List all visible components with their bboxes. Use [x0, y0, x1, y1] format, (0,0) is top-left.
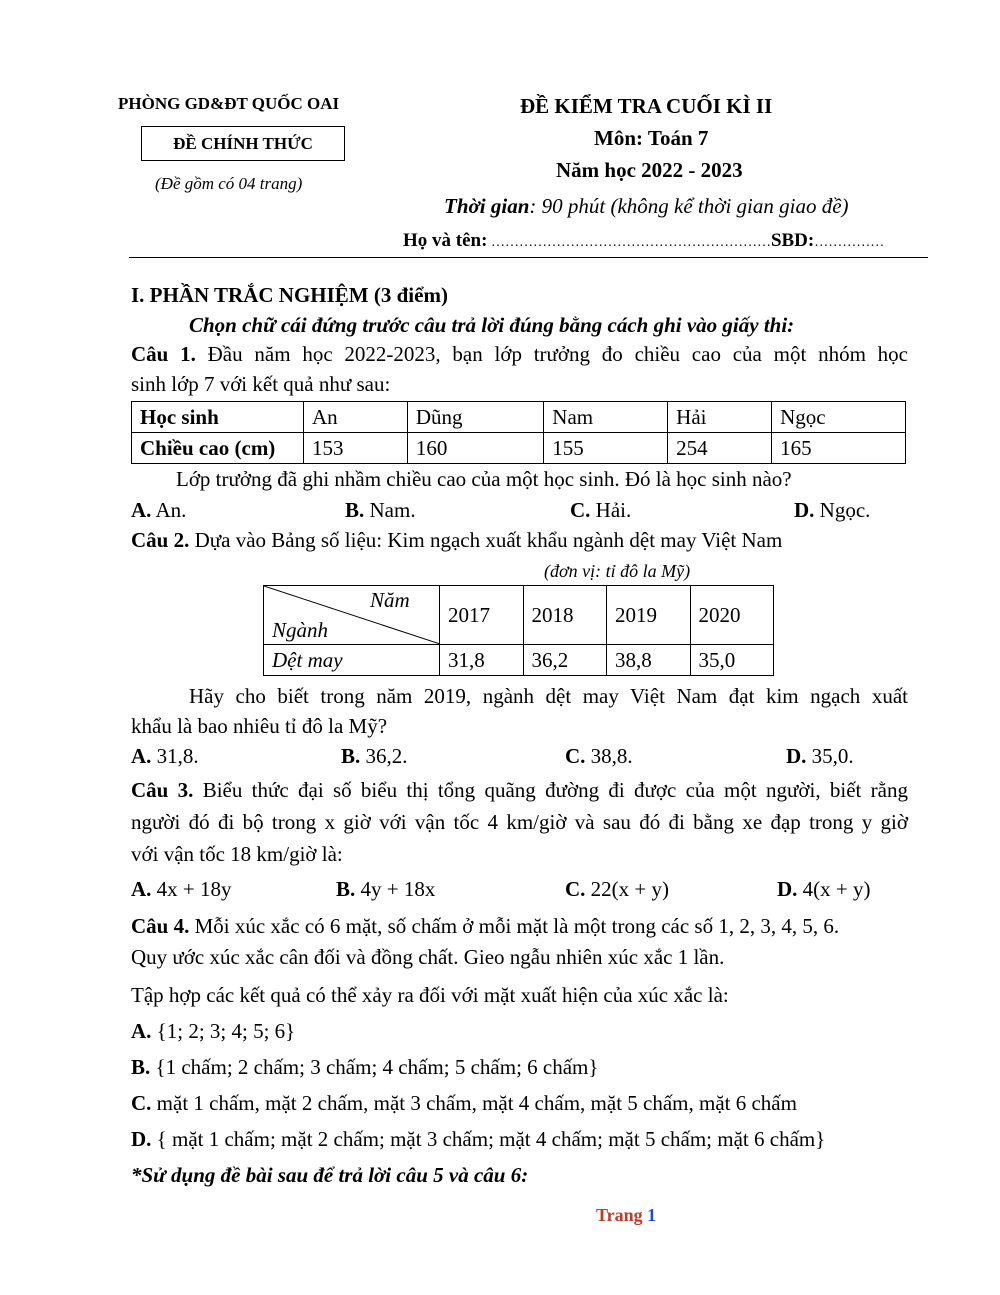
q4-option-b: [131, 1055, 598, 1080]
q1-question: Lớp trưởng đã ghi nhầm chiều cao của một học sinh. Đó là học sinh nào?: [176, 467, 792, 491]
exam-subject: Môn: Toán 7: [594, 126, 709, 150]
table-cell: 155: [544, 433, 668, 464]
table-row: [132, 433, 906, 464]
q2-text: [131, 528, 782, 553]
table-row: [264, 645, 774, 676]
option-letter: D.: [131, 1127, 152, 1151]
option-letter: C.: [570, 498, 591, 522]
option-letter: B.: [345, 498, 365, 522]
option-text: 31,8.: [151, 744, 199, 768]
q3-option-b: [336, 877, 435, 902]
q1-option-a: [131, 498, 186, 523]
q3-text-line3: với vận tốc 18 km/giờ là:: [131, 842, 343, 866]
q3-text-line1: [131, 778, 908, 803]
exam-title: ĐỀ KIỂM TRA CUỐI KÌ II: [520, 94, 773, 118]
section-title: I. PHẦN TRẮC NGHIỆM (3 điểm): [131, 283, 448, 307]
q4-option-d: [131, 1127, 825, 1152]
table-cell: 31,8: [440, 645, 524, 676]
q1-option-c: [570, 498, 631, 523]
option-text: 4y + 18x: [355, 877, 436, 901]
option-text: 38,8.: [585, 744, 633, 768]
option-letter: A.: [131, 744, 152, 768]
q1-label: Câu 1.: [131, 342, 196, 366]
q2-unit: (đơn vị: tỉ đô la Mỹ): [544, 561, 691, 581]
q4-text-line2: Quy ước xúc xắc cân đối và đồng chất. Gieo ngẫu nhiên xúc xắc 1 lần.: [131, 945, 725, 969]
q2-question-line2: khẩu là bao nhiêu tỉ đô la Mỹ?: [131, 714, 388, 738]
q2-option-c: [565, 744, 633, 769]
name-sbd-line: [403, 230, 884, 252]
q2-question-line1: Hãy cho biết trong năm 2019, ngành dệt may Việt Nam đạt kim ngạch xuất: [189, 684, 908, 708]
q3-label: Câu 3.: [131, 778, 194, 802]
option-letter: A.: [131, 1019, 152, 1043]
corner-bottom-label: Ngành: [272, 618, 329, 642]
q1-text: Đầu năm học 2022-2023, bạn lớp trưởng đo chiều cao của một nhóm học: [195, 342, 908, 366]
table-cell: 2019: [607, 586, 691, 645]
name-dots: ……………………………………………………: [487, 235, 771, 250]
option-text: 36,2.: [360, 744, 408, 768]
table-cell: 2017: [440, 586, 524, 645]
q3-text-line2: người đó đi bộ trong x giờ với vận tốc 4 km/giờ và sau đó đi bằng xe đạp trong y giờ: [131, 810, 908, 834]
school-name: PHÒNG GD&ĐT QUỐC OAI: [118, 94, 340, 113]
table-cell: Dũng: [407, 402, 543, 433]
sbd-label: SBD:: [770, 230, 815, 251]
q4-option-c: [131, 1091, 797, 1116]
table-row: [264, 586, 774, 645]
option-text: 22(x + y): [585, 877, 670, 901]
q3-option-d: [777, 877, 871, 902]
option-text: Hải.: [590, 498, 632, 522]
q2-option-d: [786, 744, 854, 769]
option-text: Ngọc.: [814, 498, 871, 522]
page-number: 1: [647, 1205, 657, 1225]
table-cell: Học sinh: [132, 402, 304, 433]
time-value: : 90 phút (không kể thời gian giao đề): [529, 194, 849, 218]
q2-export-table: [263, 585, 774, 676]
option-letter: D.: [794, 498, 815, 522]
option-letter: A.: [131, 498, 152, 522]
q3-option-a: [131, 877, 232, 902]
q4-text-line1: [131, 914, 839, 939]
q1-text-line1: [131, 342, 908, 367]
note-line: *Sử dụng đề bài sau để trả lời câu 5 và câu 6:: [131, 1163, 529, 1187]
q4-option-a: [131, 1019, 295, 1044]
table-cell: 38,8: [607, 645, 691, 676]
page-footer: [596, 1205, 656, 1226]
table-cell: Nam: [544, 402, 668, 433]
option-text: {1 chấm; 2 chấm; 3 chấm; 4 chấm; 5 chấm; 6 chấm}: [150, 1055, 599, 1079]
q4-text: Mỗi xúc xắc có 6 mặt, số chấm ở mỗi mặt là một trong các số 1, 2, 3, 4, 5, 6.: [189, 914, 840, 938]
option-letter: C.: [131, 1091, 152, 1115]
table-cell: 35,0: [690, 645, 774, 676]
header-divider: [129, 257, 928, 258]
table-cell: 153: [304, 433, 408, 464]
diagonal-header-cell: [264, 586, 440, 645]
option-text: An.: [151, 498, 187, 522]
option-letter: C.: [565, 877, 586, 901]
table-cell: 36,2: [523, 645, 607, 676]
table-cell: 165: [772, 433, 906, 464]
option-text: {1; 2; 3; 4; 5; 6}: [151, 1019, 296, 1043]
q2-option-a: [131, 744, 199, 769]
q4-text-line3: Tập hợp các kết quả có thể xảy ra đối với mặt xuất hiện của xúc xắc là:: [131, 983, 729, 1007]
table-cell: Dệt may: [264, 645, 440, 676]
table-cell: Hải: [668, 402, 772, 433]
q2-text-body: Dựa vào Bảng số liệu: Kim ngạch xuất khẩu ngành dệt may Việt Nam: [189, 528, 783, 552]
pages-note: (Đề gồm có 04 trang): [155, 174, 303, 193]
q4-label: Câu 4.: [131, 914, 190, 938]
q1-text-line2: sinh lớp 7 với kết quả như sau:: [131, 372, 391, 396]
q1-option-b: [345, 498, 416, 523]
q2-label: Câu 2.: [131, 528, 190, 552]
table-cell: Chiều cao (cm): [132, 433, 304, 464]
table-cell: An: [304, 402, 408, 433]
table-cell: 2018: [523, 586, 607, 645]
section-instruction: Chọn chữ cái đứng trước câu trả lời đúng bằng cách ghi vào giấy thi:: [189, 313, 795, 337]
time-label: Thời gian: [444, 194, 530, 218]
official-exam-box: ĐỀ CHÍNH THỨC: [141, 126, 345, 161]
q3-option-c: [565, 877, 669, 902]
table-cell: 2020: [690, 586, 774, 645]
option-text: { mặt 1 chấm; mặt 2 chấm; mặt 3 chấm; mặt 4 chấm; mặt 5 chấm; mặt 6 chấm}: [151, 1127, 826, 1151]
table-cell: Ngọc: [772, 402, 906, 433]
option-letter: B.: [341, 744, 361, 768]
option-text: 4(x + y): [797, 877, 871, 901]
option-letter: C.: [565, 744, 586, 768]
option-letter: D.: [786, 744, 807, 768]
table-cell: 160: [407, 433, 543, 464]
time-line: [444, 194, 849, 219]
school-year: Năm học 2022 - 2023: [556, 158, 743, 182]
corner-top-label: Năm: [370, 588, 410, 612]
table-cell: 254: [668, 433, 772, 464]
table-row: [132, 402, 906, 433]
option-text: 35,0.: [806, 744, 854, 768]
option-letter: D.: [777, 877, 798, 901]
q2-option-b: [341, 744, 408, 769]
sbd-dots: ……………: [814, 235, 885, 250]
footer-label: Trang: [596, 1205, 648, 1225]
option-letter: B.: [336, 877, 356, 901]
q3-text: Biểu thức đại số biểu thị tổng quãng đường đi được của một người, biết rằng: [193, 778, 908, 802]
name-label: Họ và tên:: [403, 230, 488, 251]
option-text: Nam.: [364, 498, 416, 522]
option-letter: A.: [131, 877, 152, 901]
option-letter: B.: [131, 1055, 151, 1079]
q1-height-table: [131, 401, 906, 464]
q1-option-d: [794, 498, 870, 523]
option-text: 4x + 18y: [151, 877, 232, 901]
option-text: mặt 1 chấm, mặt 2 chấm, mặt 3 chấm, mặt 4 chấm, mặt 5 chấm, mặt 6 chấm: [151, 1091, 797, 1115]
